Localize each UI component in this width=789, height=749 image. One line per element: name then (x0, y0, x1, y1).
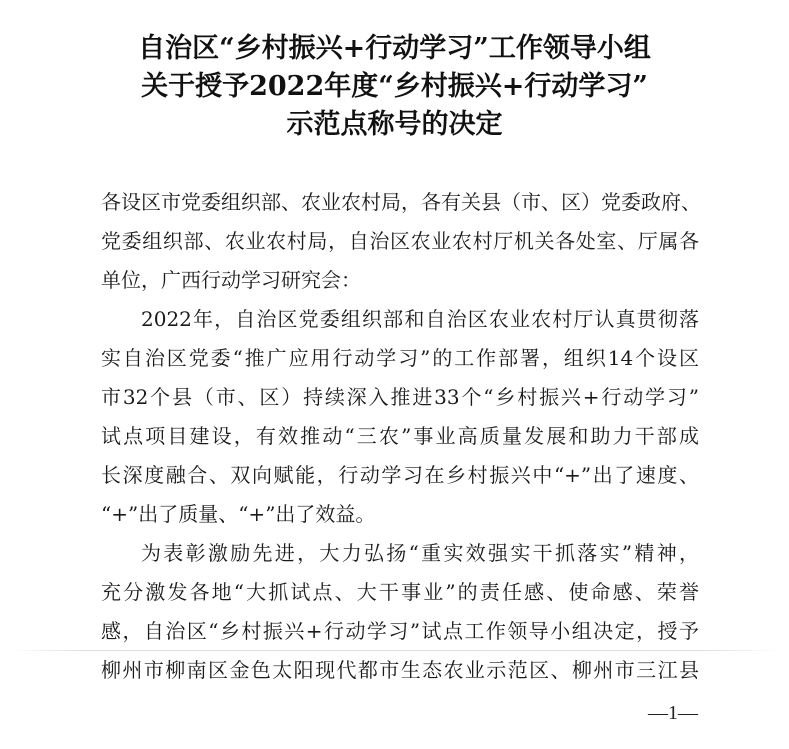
scan-artifact-line (10, 650, 779, 651)
body-line: 党委组织部、农业农村局，自治区农业农村厅机关各处室、厅属各 (101, 229, 699, 253)
body-line: 各设区市党委组织部、农业农村局，各有关县（市、区）党委政府、 (101, 190, 701, 214)
body-line: 单位，广西行动学习研究会： (101, 268, 361, 292)
page-number: —1— (648, 702, 698, 724)
document-title (0, 30, 789, 144)
body-line: “+”出了质量、“+”出了效益。 (101, 502, 376, 526)
body-line: 感，自治区“乡村振兴+行动学习”试点工作领导小组决定，授予 (101, 619, 699, 643)
body-line: 市32个县（市、区）持续深入推进33个“乡村振兴+行动学习” (101, 385, 699, 409)
title-line-3: 示范点称号的决定 (286, 109, 503, 140)
body-line: 柳州市柳南区金色太阳现代都市生态农业示范区、柳州市三江县 (101, 658, 699, 682)
body-line: 长深度融合、双向赋能，行动学习在乡村振兴中“+”出了速度、 (101, 463, 699, 487)
document-body (101, 183, 699, 690)
title-line-2: 关于授予2022年度“乡村振兴+行动学习” (141, 71, 648, 102)
title-line-1: 自治区“乡村振兴+行动学习”工作领导小组 (138, 33, 651, 64)
body-line: 实自治区党委“推广应用行动学习”的工作部署，组织14个设区 (101, 346, 699, 370)
body-line: 2022年，自治区党委组织部和自治区农业农村厅认真贯彻落 (141, 307, 699, 331)
body-line: 为表彰激励先进，大力弘扬“重实效强实干抓落实”精神， (141, 541, 699, 565)
body-line: 充分激发各地“大抓试点、大干事业”的责任感、使命感、荣誉 (101, 580, 699, 604)
body-line: 试点项目建设，有效推动“三农”事业高质量发展和助力干部成 (101, 424, 699, 448)
